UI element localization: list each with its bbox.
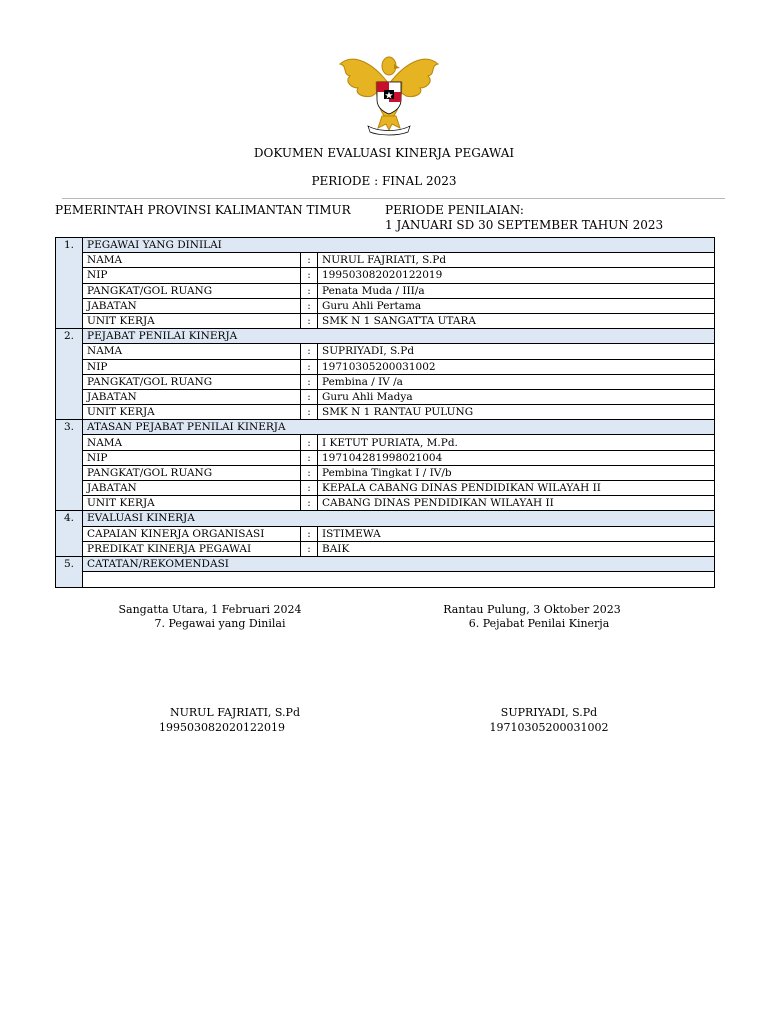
field-label: PANGKAT/GOL RUANG: [83, 374, 301, 389]
field-value: Penata Muda / III/a: [318, 283, 715, 298]
table-row: [56, 435, 715, 450]
field-value: ISTIMEWA: [318, 526, 715, 541]
document-title: DOKUMEN EVALUASI KINERJA PEGAWAI: [253, 146, 515, 160]
colon: :: [301, 374, 318, 389]
field-label: NIP: [83, 268, 301, 283]
field-value: CABANG DINAS PENDIDIKAN WILAYAH II: [318, 496, 715, 511]
assessment-period-value: 1 JANUARI SD 30 SEPTEMBER TAHUN 2023: [385, 218, 664, 232]
section-number: 5.: [56, 556, 83, 587]
table-row: [56, 344, 715, 359]
field-value: SMK N 1 SANGATTA UTARA: [318, 313, 715, 328]
table-row: [56, 298, 715, 313]
colon: :: [301, 481, 318, 496]
left-signer-role: 7. Pegawai yang Dinilai: [154, 617, 286, 630]
field-value: BAIK: [318, 541, 715, 556]
colon: :: [301, 268, 318, 283]
field-value: Pembina / IV /a: [318, 374, 715, 389]
field-value: NURUL FAJRIATI, S.Pd: [318, 253, 715, 268]
field-value: Guru Ahli Madya: [318, 389, 715, 404]
field-label: NAMA: [83, 253, 301, 268]
left-signer-nip: 199503082020122019: [159, 721, 285, 734]
field-label: PANGKAT/GOL RUANG: [83, 283, 301, 298]
colon: :: [301, 450, 318, 465]
section-title: PEGAWAI YANG DINILAI: [83, 238, 715, 253]
field-value: KEPALA CABANG DINAS PENDIDIKAN WILAYAH II: [318, 481, 715, 496]
section-header: [56, 329, 715, 344]
field-label: UNIT KERJA: [83, 313, 301, 328]
colon: :: [301, 253, 318, 268]
table-row: [56, 359, 715, 374]
section-number: 1.: [56, 238, 83, 329]
field-value: SMK N 1 RANTAU PULUNG: [318, 405, 715, 420]
section-header: [56, 511, 715, 526]
table-row: [56, 374, 715, 389]
colon: :: [301, 465, 318, 480]
field-value: Pembina Tingkat I / IV/b: [318, 465, 715, 480]
colon: :: [301, 359, 318, 374]
field-value: 199503082020122019: [318, 268, 715, 283]
field-label: JABATAN: [83, 298, 301, 313]
left-place-date: Sangatta Utara, 1 Februari 2024: [118, 603, 302, 616]
section-title: PEJABAT PENILAI KINERJA: [83, 329, 715, 344]
field-label: JABATAN: [83, 481, 301, 496]
field-label: NIP: [83, 359, 301, 374]
field-value: 19710305200031002: [318, 359, 715, 374]
right-place-date: Rantau Pulung, 3 Oktober 2023: [443, 603, 621, 616]
section-title: ATASAN PEJABAT PENILAI KINERJA: [83, 420, 715, 435]
colon: :: [301, 526, 318, 541]
field-label: PANGKAT/GOL RUANG: [83, 465, 301, 480]
garuda-pancasila-emblem-icon: [334, 44, 444, 136]
table-row: [56, 541, 715, 556]
colon: :: [301, 313, 318, 328]
table-row: [56, 526, 715, 541]
field-label: UNIT KERJA: [83, 405, 301, 420]
colon: :: [301, 283, 318, 298]
colon: :: [301, 389, 318, 404]
field-value: 197104281998021004: [318, 450, 715, 465]
colon: :: [301, 541, 318, 556]
section-header: [56, 556, 715, 571]
field-label: JABATAN: [83, 389, 301, 404]
field-value: SUPRIYADI, S.Pd: [318, 344, 715, 359]
table-row: [56, 465, 715, 480]
divider: [62, 198, 725, 199]
field-label: UNIT KERJA: [83, 496, 301, 511]
right-signer-name: SUPRIYADI, S.Pd: [500, 706, 598, 719]
colon: :: [301, 344, 318, 359]
section-header: [56, 238, 715, 253]
evaluation-table: [55, 237, 715, 588]
table-row: [56, 572, 715, 588]
section-number: 4.: [56, 511, 83, 557]
document-period: PERIODE : FINAL 2023: [311, 174, 457, 188]
colon: :: [301, 435, 318, 450]
field-value: I KETUT PURIATA, M.Pd.: [318, 435, 715, 450]
field-value: Guru Ahli Pertama: [318, 298, 715, 313]
field-label: CAPAIAN KINERJA ORGANISASI: [83, 526, 301, 541]
colon: :: [301, 496, 318, 511]
field-label: PREDIKAT KINERJA PEGAWAI: [83, 541, 301, 556]
table-row: [56, 313, 715, 328]
field-label: NAMA: [83, 344, 301, 359]
section-number: 3.: [56, 420, 83, 511]
left-signer-name: NURUL FAJRIATI, S.Pd: [169, 706, 300, 719]
table-row: [56, 405, 715, 420]
table-row: [56, 496, 715, 511]
table-row: [56, 481, 715, 496]
colon: :: [301, 405, 318, 420]
assessment-period-label: PERIODE PENILAIAN:: [385, 203, 524, 217]
section-number: 2.: [56, 329, 83, 420]
section-title: CATATAN/REKOMENDASI: [83, 556, 715, 571]
colon: :: [301, 298, 318, 313]
table-row: [56, 389, 715, 404]
field-label: NIP: [83, 450, 301, 465]
table-row: [56, 450, 715, 465]
table-row: [56, 268, 715, 283]
section-title: EVALUASI KINERJA: [83, 511, 715, 526]
right-signer-nip: 19710305200031002: [489, 721, 609, 734]
table-row: [56, 253, 715, 268]
table-row: [56, 283, 715, 298]
right-signer-role: 6. Pejabat Penilai Kinerja: [468, 617, 610, 630]
agency-name: PEMERINTAH PROVINSI KALIMANTAN TIMUR: [55, 203, 351, 217]
field-label: NAMA: [83, 435, 301, 450]
recommendation-note: [83, 572, 715, 588]
section-header: [56, 420, 715, 435]
